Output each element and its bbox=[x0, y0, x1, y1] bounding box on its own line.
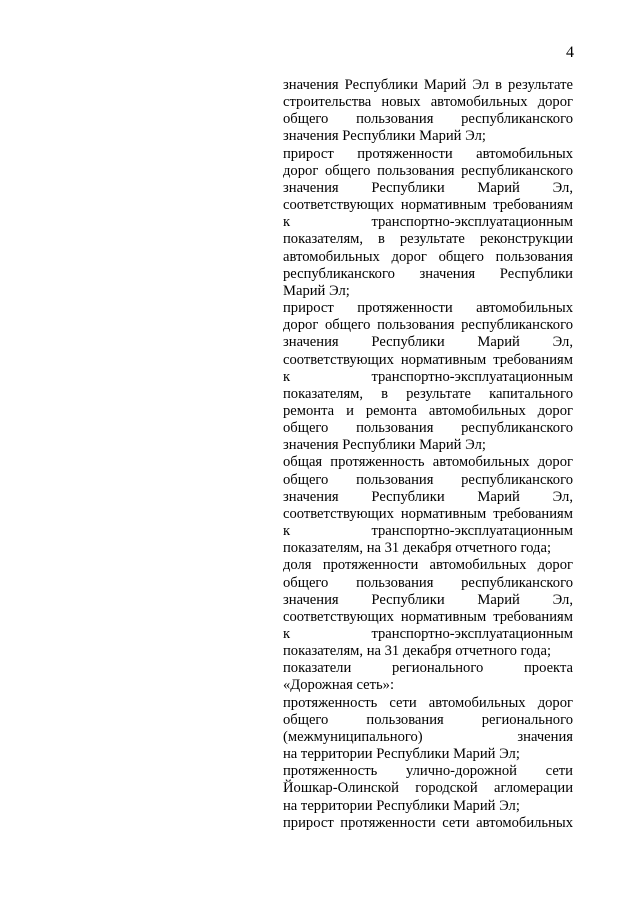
text-line: к транспортно-эксплуатационным bbox=[283, 523, 573, 540]
text-line: значения Республики Марий Эл, bbox=[283, 591, 573, 608]
text-line: к транспортно-эксплуатационным bbox=[283, 626, 573, 642]
text-line: значения Республики Марий Эл, bbox=[283, 179, 573, 196]
text-line: общего пользования республиканского bbox=[283, 111, 573, 128]
text-line: показателям, на 31 декабря отчетного года; bbox=[283, 540, 552, 557]
text-line: к транспортно-эксплуатационным bbox=[283, 368, 573, 385]
text-line: протяженность сети автомобильных дорог bbox=[283, 694, 573, 711]
text-line: прирост протяженности сети автомобильных bbox=[283, 814, 573, 831]
text-line: дорог общего пользования республиканского bbox=[283, 317, 573, 334]
text-line: соответствующих нормативным требованиям bbox=[283, 197, 573, 214]
text-line: значения Республики Марий Эл; bbox=[283, 128, 486, 145]
text-line: общего пользования республиканского bbox=[283, 420, 573, 437]
text-line: общего пользования регионального bbox=[283, 711, 573, 728]
text-line: общего пользования республиканского bbox=[283, 574, 573, 591]
text-column bbox=[283, 77, 573, 832]
text-line: показатели регионального проекта bbox=[283, 660, 573, 677]
text-line: республиканского значения Республики bbox=[283, 265, 573, 282]
text-line: «Дорожная сеть»: bbox=[283, 677, 395, 694]
text-line: автомобильных дорог общего пользования bbox=[283, 248, 573, 265]
text-line: прирост протяженности автомобильных bbox=[283, 145, 573, 162]
text-line: соответствующих нормативным требованиям bbox=[283, 351, 573, 368]
text-line: протяженность улично-дорожной сети bbox=[283, 763, 573, 780]
text-line: к транспортно-эксплуатационным bbox=[283, 214, 573, 231]
text-line: общая протяженность автомобильных дорог bbox=[283, 454, 573, 471]
text-line: значения Республики Марий Эл, bbox=[283, 488, 573, 505]
text-line: прирост протяженности автомобильных bbox=[283, 300, 573, 317]
text-line: показателям, на 31 декабря отчетного года; bbox=[283, 643, 552, 660]
text-line: соответствующих нормативным требованиям bbox=[283, 608, 573, 625]
text-line: соответствующих нормативным требованиям bbox=[283, 505, 573, 522]
text-line: на территории Республики Марий Эл; bbox=[283, 797, 520, 814]
text-line: показателям, в результате реконструкции bbox=[283, 231, 573, 248]
text-line: значения Республики Марий Эл; bbox=[283, 437, 486, 454]
text-line: Марий Эл; bbox=[283, 282, 350, 299]
text-line: Йошкар-Олинской городской агломерации bbox=[283, 780, 573, 797]
text-line: дорог общего пользования республиканского bbox=[283, 162, 573, 179]
text-line: значения Республики Марий Эл, bbox=[283, 334, 573, 351]
text-line: показателям, в результате капитального bbox=[283, 385, 573, 402]
text-line: значения Республики Марий Эл в результате bbox=[283, 77, 573, 93]
text-line: на территории Республики Марий Эл; bbox=[283, 746, 520, 763]
page-number: 4 bbox=[566, 44, 574, 61]
text-line: доля протяженности автомобильных дорог bbox=[283, 557, 573, 574]
text-line: строительства новых автомобильных дорог bbox=[283, 94, 573, 111]
text-line: общего пользования республиканского bbox=[283, 471, 573, 488]
text-line: ремонта и ремонта автомобильных дорог bbox=[283, 402, 573, 419]
text-line: (межмуниципального) значения bbox=[283, 728, 573, 745]
